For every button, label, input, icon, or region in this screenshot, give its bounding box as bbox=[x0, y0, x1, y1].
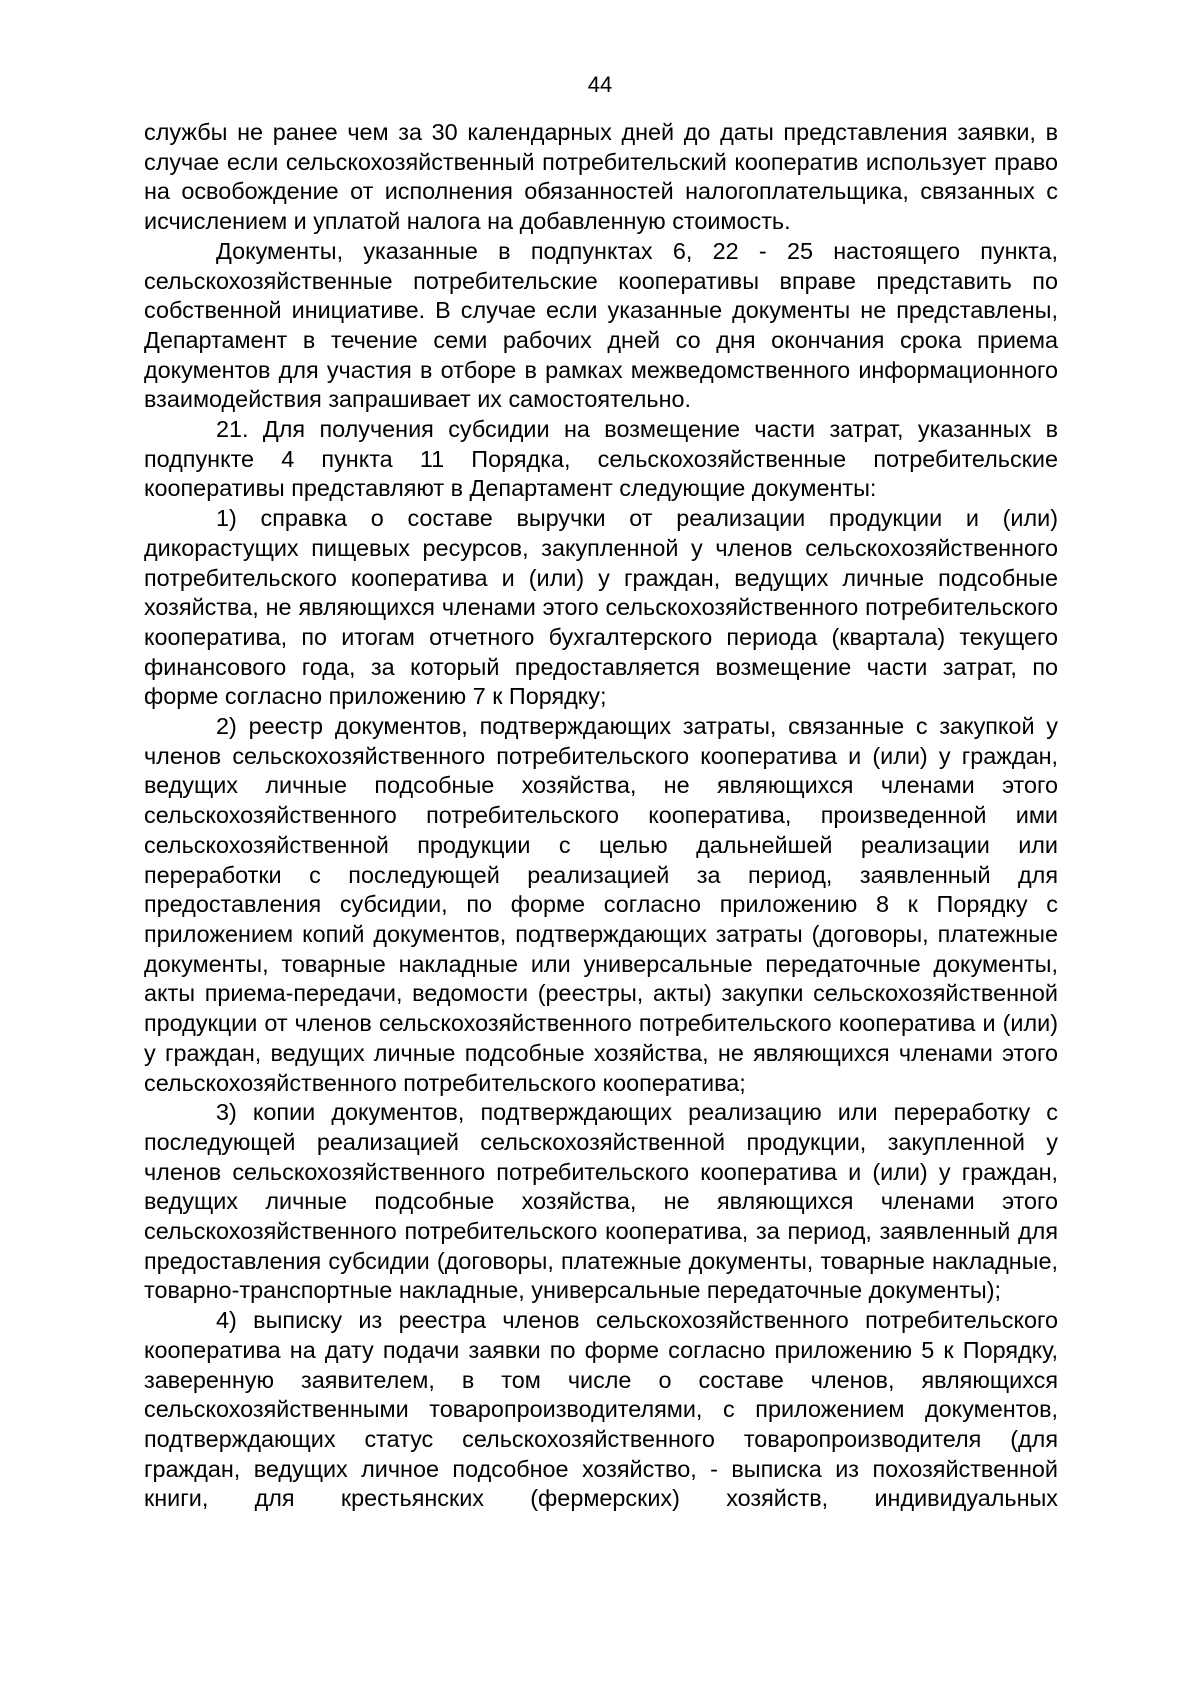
paragraph-subitem-4: 4) выписку из реестра членов сельскохозяйственного потребительского кооператива на дату подачи заявки по форме согласно приложению 5 к Порядку, заверенную заявителем, в том числе о составе членов, являющихся сельскохозяйственными товаропроизводителями, с приложением документов, подтверждающих статус сельскохозяйственного товаропроизводителя (для граждан, ведущих личное подсобное хозяйство, - выписка из похозяйственной книги, для крестьянских (фермерских) хозяйств, индивидуальных bbox=[144, 1307, 1058, 1512]
paragraph-subitem-2: 2) реестр документов, подтверждающих затраты, связанные с закупкой у членов сельскохозяйственного потребительского кооператива и (или) у граждан, ведущих личные подсобные хозяйства, не являющихся членами этого сельскохозяйственного потребительского кооператива, произведенной ими сельскохозяйственной продукции с целью дальнейшей реализации или переработки с последующей реализацией за период, заявленный для предоставления субсидии, по форме согласно приложению 8 к Порядку с приложением копий документов, подтверждающих затраты (договоры, платежные документы, товарные накладные или универсальные передаточные документы, акты приема-передачи, ведомости (реестры, акты) закупки сельскохозяйственной продукции от членов сельскохозяйственного потребительского кооператива и (или) у граждан, ведущих личные подсобные хозяйства, не являющихся членами этого сельскохозяйственного потребительского кооператива; bbox=[144, 713, 1058, 1096]
paragraph-continuation: службы не ранее чем за 30 календарных дней до даты представления заявки, в случае если сельскохозяйственный потребительский кооператив использует право на освобождение от исполнения обязанностей налогоплательщика, связанных с исчислением и уплатой налога на добавленную стоимость. bbox=[144, 119, 1058, 235]
paragraph-subitem-1: 1) справка о составе выручки от реализации продукции и (или) дикорастущих пищевых ресурсов, закупленной у членов сельскохозяйственного потребительского кооператива и (или) у граждан, ведущих личные подсобные хозяйства, не являющихся членами этого сельскохозяйственного потребительского кооператива, по итогам отчетного бухгалтерского периода (квартала) текущего финансового года, за который предоставляется возмещение части затрат, по форме согласно приложению 7 к Порядку; bbox=[144, 505, 1058, 710]
page-number: 44 bbox=[587, 72, 613, 97]
paragraph-item-21: 21. Для получения субсидии на возмещение части затрат, указанных в подпункте 4 пункта 11 Порядка, сельскохозяйственные потребительские кооперативы представляют в Департамент следующие документы: bbox=[144, 416, 1058, 502]
paragraph-documents-optional: Документы, указанные в подпунктах 6, 22 - 25 настоящего пункта, сельскохозяйственные потребительские кооперативы вправе представить по собственной инициативе. В случае если указанные документы не представлены, Департамент в течение семи рабочих дней со дня окончания срока приема документов для участия в отборе в рамках межведомственного информационного взаимодействия запрашивает их самостоятельно. bbox=[144, 237, 1058, 413]
paragraph-subitem-3: 3) копии документов, подтверждающих реализацию или переработку с последующей реализацией сельскохозяйственной продукции, закупленной у членов сельскохозяйственного потребительского кооператива и (или) у граждан, ведущих личные подсобные хозяйства, не являющихся членами этого сельскохозяйственного потребительского кооператива, за период, заявленный для предоставления субсидии (договоры, платежные документы, товарные накладные, товарно-транспортные накладные, универсальные передаточные документы); bbox=[144, 1099, 1058, 1304]
document-body bbox=[144, 118, 1058, 1514]
